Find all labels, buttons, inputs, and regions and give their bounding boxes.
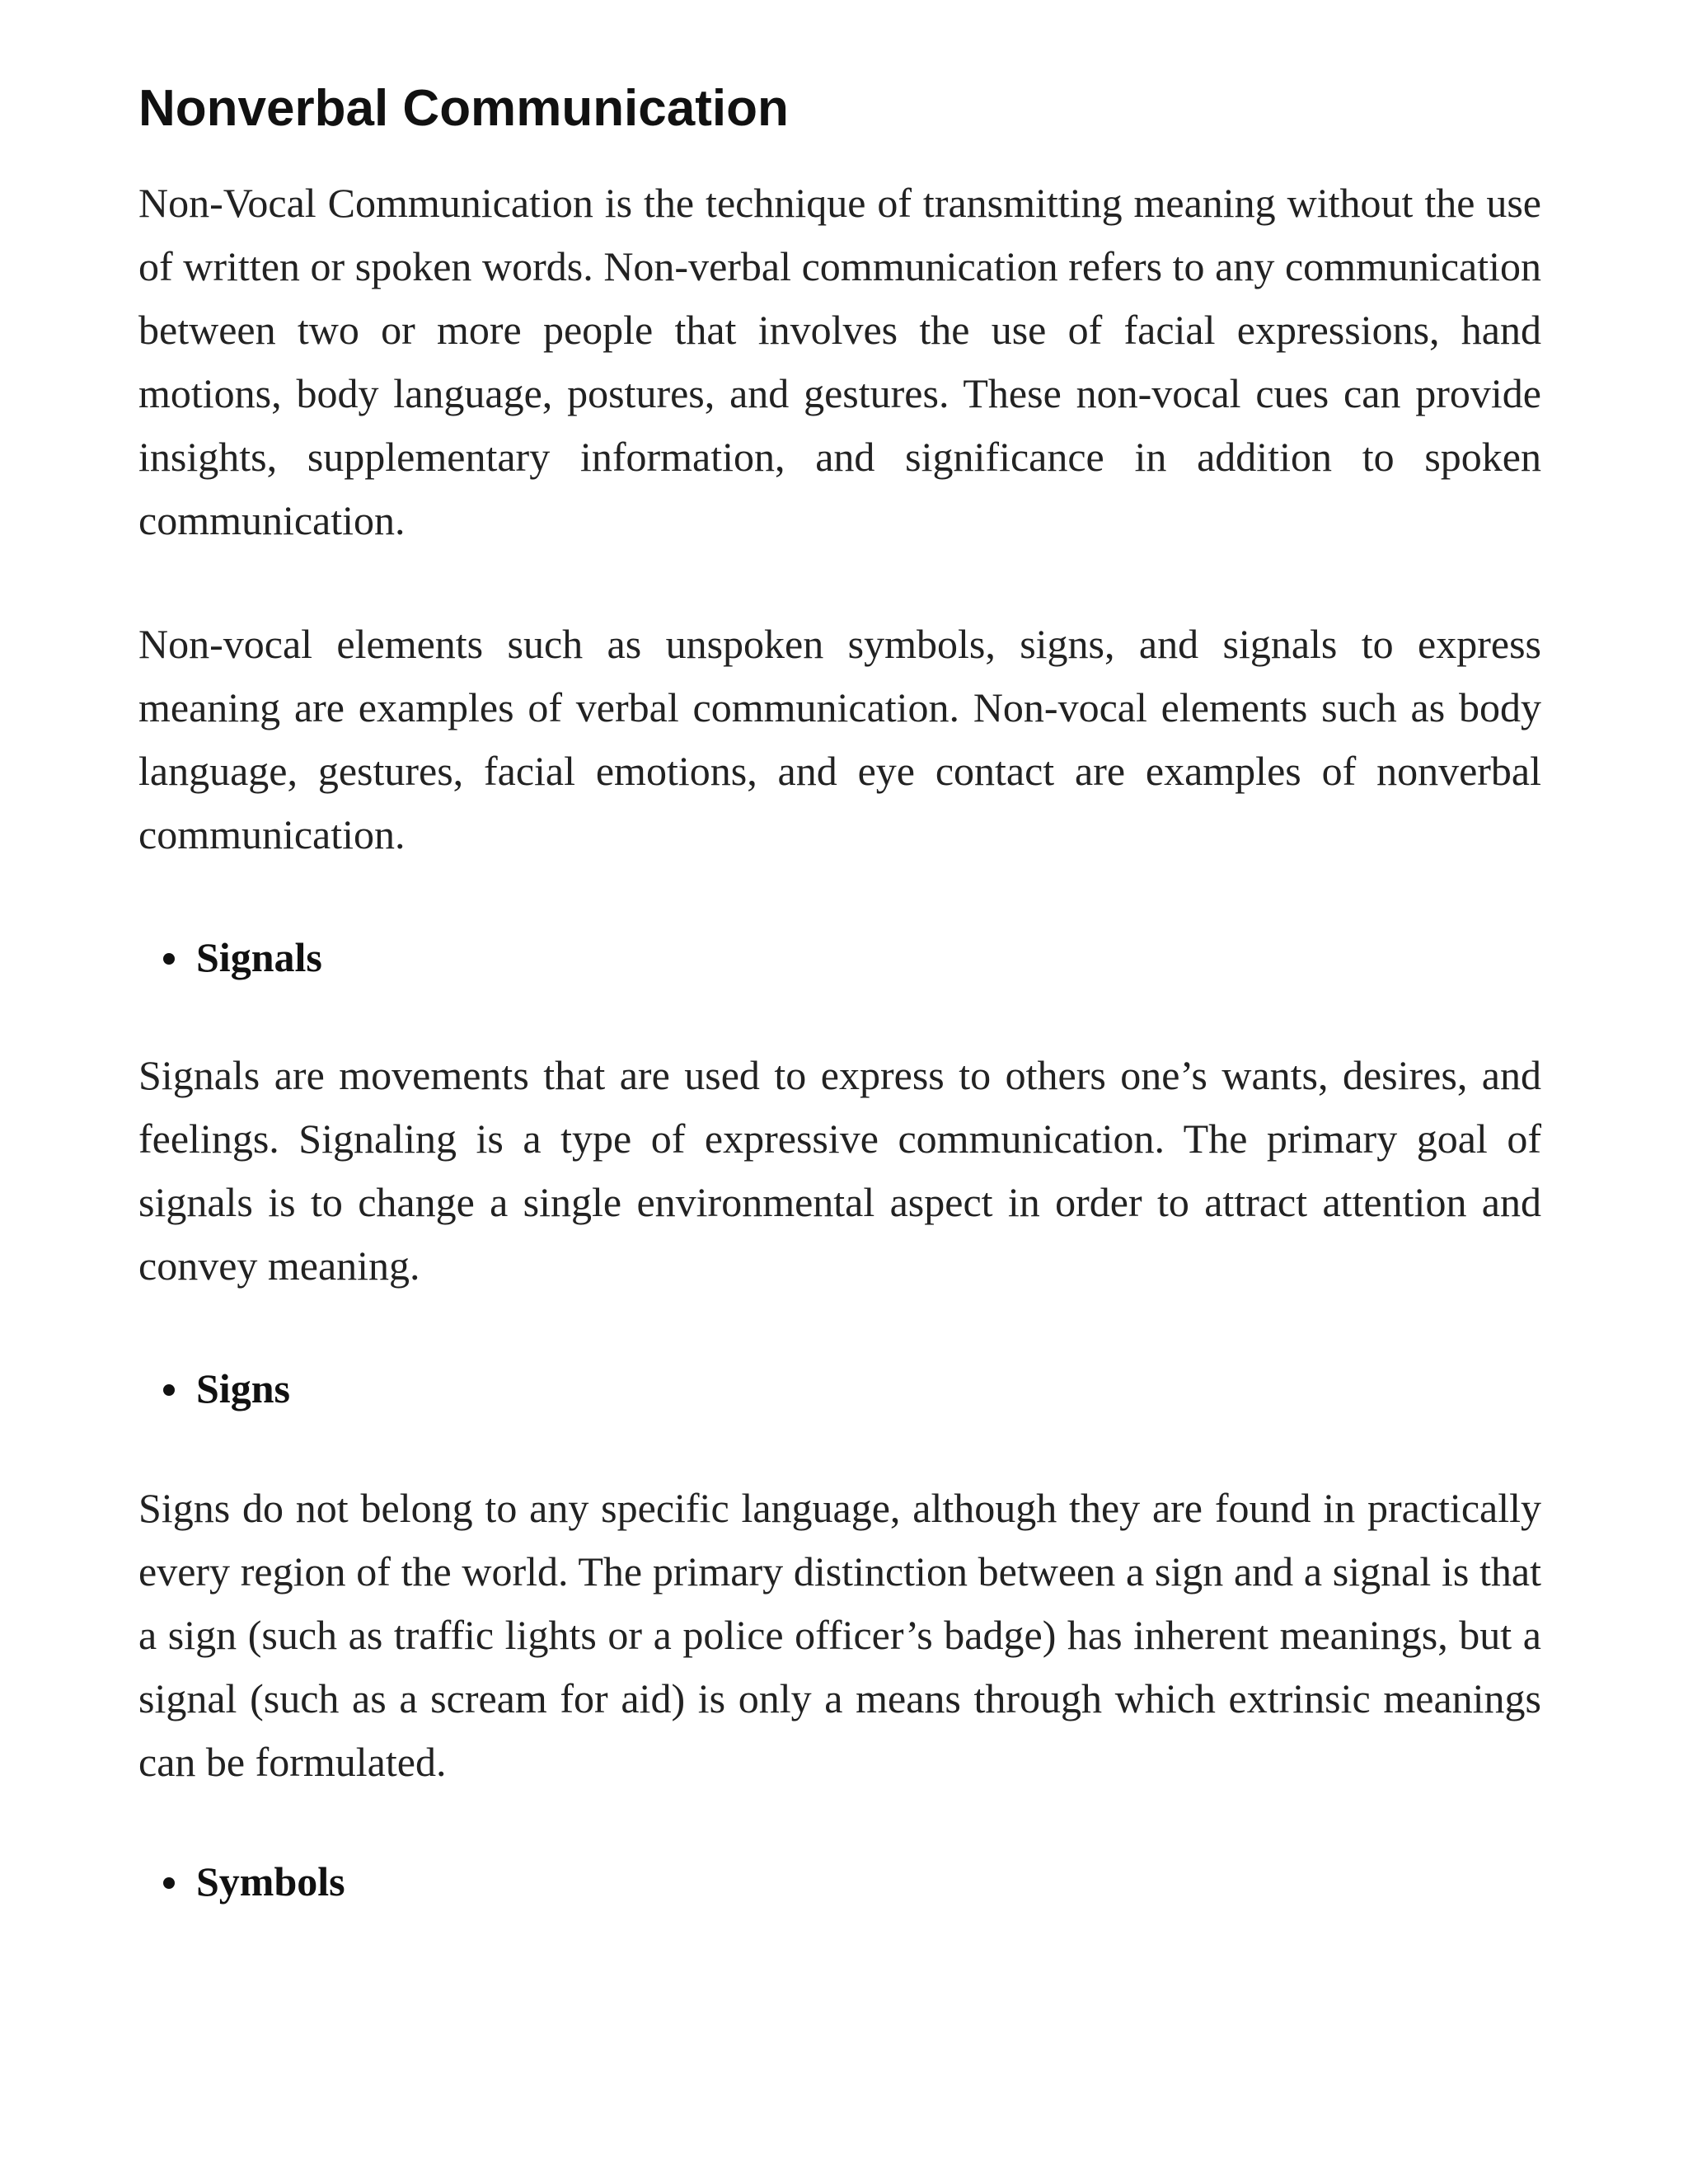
section-heading-signals [138, 926, 1541, 989]
examples-paragraph: Non-vocal elements such as unspoken symbols, signs, and signals to express meaning are examples of verbal communication. Non-vocal elements such as body language, gestures, facial emotions, and eye contact are examples of nonverbal communication. [138, 621, 1541, 857]
bullet-dot-icon [163, 1877, 175, 1889]
bullet-item [196, 926, 1541, 989]
signals-paragraph: Signals are movements that are used to express to others one’s wants, desires, and feelings. Signaling is a type of expressive communication. The primary goal of signals is to change a single environmental aspect in order to attract attention and convey meaning. [138, 1052, 1541, 1289]
signs-paragraph: Signs do not belong to any specific language, although they are found in practically every region of the world. The primary distinction between a sign and a signal is that a sign (such as traffic lights or a police officer’s badge) has inherent meanings, but a signal (such as a scream for aid) is only a means through which extrinsic meanings can be formulated. [138, 1485, 1541, 1785]
section-heading-symbols [138, 1850, 1541, 1914]
bullet-dot-icon [163, 1384, 175, 1396]
bullet-label: Signals [196, 934, 322, 980]
bullet-dot-icon [163, 953, 175, 965]
bullet-label: Symbols [196, 1858, 345, 1905]
intro-paragraph: Non-Vocal Communication is the technique of transmitting meaning without the use of written or spoken words. Non-verbal communication refers to any communication between two or more people that involves the use of facial expressions, hand motions, body language, postures, and gestures. These non-vocal cues can provide insights, supplementary information, and significance in addition to spoken communication. [138, 180, 1541, 543]
section-heading-signs [138, 1357, 1541, 1421]
bullet-item [196, 1357, 1541, 1421]
bullet-label: Signs [196, 1365, 290, 1411]
page-title: Nonverbal Communication [138, 80, 789, 137]
bullet-item [196, 1850, 1541, 1914]
